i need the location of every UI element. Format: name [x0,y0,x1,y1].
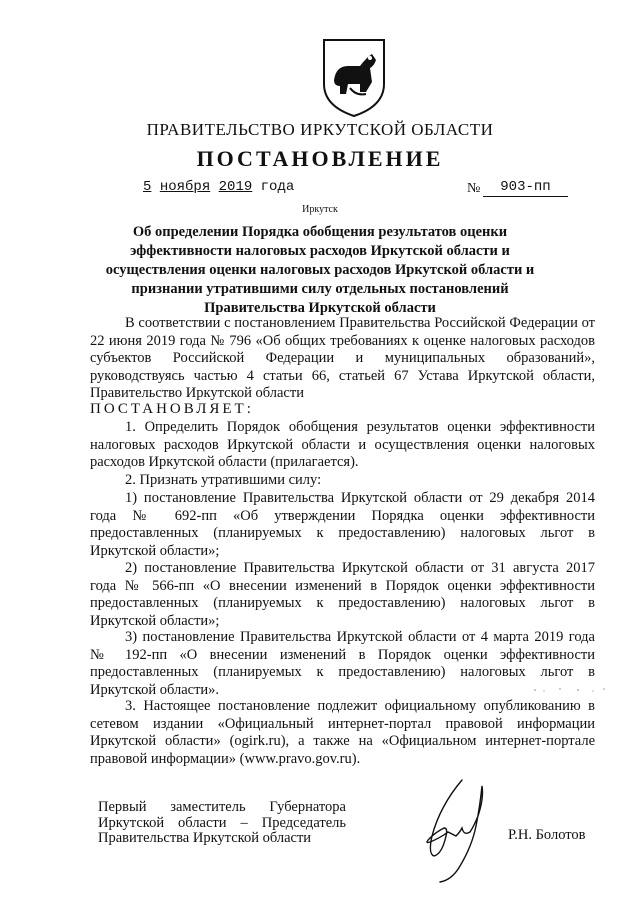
city-name: Иркутск [302,204,338,215]
date-suffix: года [260,179,295,195]
document-date [143,179,294,195]
item-2-2-paragraph: 2) постановление Правительства Иркутской области от 31 августа 2017 года № 566-пп «О внесении изменений в Порядок оценки эффективности предоставленных (планируемых к предоставлению) налоговых льгот в Иркутской области»; [90,560,595,629]
position-line-3: Правительства Иркутской области [98,830,312,846]
signatory-position [98,800,346,847]
handwritten-signature-icon [400,776,510,886]
item-2-1-paragraph: 1) постановление Правительства Иркутской области от 29 декабря 2014 года № 692-пп «Об утверждении Порядка оценки эффективности предоставленных (планируемых к предоставлению) налоговых льгот в Иркутской области»; [90,490,595,559]
decree-word: ПОСТАНОВЛЯЕТ: [90,401,254,417]
item-3-paragraph: 3. Настоящее постановление подлежит официальному опубликованию в сетевом издании «Официальный интернет-портал правовой информации Иркутской области» (ogirk.ru), а также на «Официальном интернет-портале правовой информации» (www.pravo.gov.ru). [90,698,595,767]
document-title: Об определении Порядка обобщения результатов оценки эффективности налоговых расходов Иркутской области и осуществления оценки налоговых расходов Иркутской области и признании утратившими силу отдельных постановлений Правительства Иркутской области [105,224,535,316]
preamble-paragraph: В соответствии с постановлением Правительства Российской Федерации от 22 июня 2019 года № 796 «Об общих требованиях к оценке налоговых расходов субъектов Российской Федерации и муниципальных образований», руководствуясь частью 4 статьи 66, статьей 67 Устава Иркутской области, Правительство Иркутской области [90,315,595,402]
document-number: 903-пп [483,179,568,197]
item-2-paragraph: 2. Признать утратившими силу: [125,472,322,488]
signatory-name: Р.Н. Болотов [508,827,586,843]
number-label: № [467,181,481,196]
item-1-paragraph: 1. Определить Порядок обобщения результатов оценки эффективности налоговых расходов Иркутской области и осуществления оценки налоговых расходов Иркутской области (прилагается). [90,419,595,471]
coat-of-arms-icon [320,36,388,118]
scan-specks [530,684,610,696]
item-2-3-paragraph: 3) постановление Правительства Иркутской области от 4 марта 2019 года № 192-пп «О внесении изменений в Порядок оценки эффективности предоставленных (планируемых к предоставлению) налоговых льгот в Иркутской области». [90,629,595,698]
date-day: 5 [143,179,152,195]
document-type: ПОСТАНОВЛЕНИЕ [196,146,444,171]
position-line-1: Первый заместитель Губернатора [98,799,346,815]
date-year: 2019 [218,179,253,195]
government-name: ПРАВИТЕЛЬСТВО ИРКУТСКОЙ ОБЛАСТИ [146,120,494,139]
date-month: ноября [159,179,211,195]
position-line-2: Иркутской области – Председатель [98,814,346,831]
